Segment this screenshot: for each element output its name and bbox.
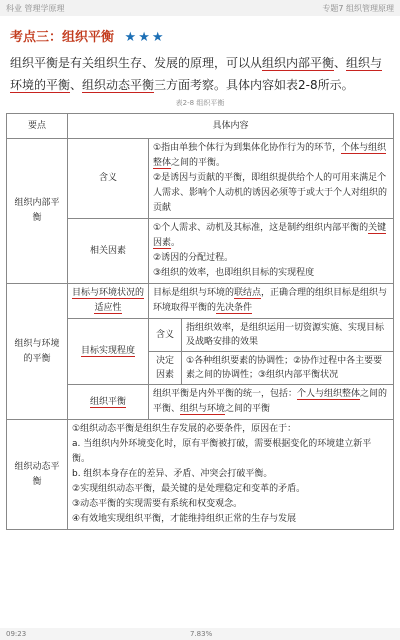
- text: 之间的平衡: [225, 404, 271, 414]
- table-header-row: [7, 114, 394, 139]
- underlined-text: 组织与环境: [180, 404, 226, 414]
- nested-table: [149, 319, 393, 384]
- section1-row1-content: [149, 139, 394, 219]
- section2-row1-label: [68, 284, 149, 319]
- nested-content: ①各种组织要素的协调性；②协作过程中各主要要素之间的协调性；③组织内部平衡状况: [182, 352, 394, 385]
- text: 。: [171, 238, 181, 248]
- section2-label: 组织与环境的平衡: [7, 284, 68, 420]
- status-footer: [0, 628, 400, 640]
- section1-row2-content: [149, 219, 394, 284]
- text: ①指由单独个体行为到集体化协作行为的环节，: [153, 143, 342, 153]
- text: ②实现组织动态平衡，最关键的是处理稳定和变革的矛盾。: [72, 484, 306, 494]
- clock-time: 09:23: [6, 630, 27, 638]
- heading-title: 考点三：组织平衡: [10, 30, 115, 45]
- section-heading: [10, 26, 166, 45]
- reading-progress: 7.83%: [190, 630, 213, 638]
- table-row: [7, 420, 394, 530]
- text: 目标是组织与环境的: [153, 288, 235, 298]
- section2-row2-label: [68, 319, 149, 385]
- intro-underline-2: 组织与环境的平衡: [10, 56, 383, 92]
- intro-paragraph: [10, 52, 390, 96]
- intro-text-3: 、: [70, 78, 83, 92]
- section2-row1-content: [149, 284, 394, 319]
- text: b. 组织本身存在的差异、矛盾、冲突会打破平衡。: [72, 469, 273, 479]
- text: ①组织动态平衡是组织生存发展的必要条件，原因在于：: [72, 424, 297, 434]
- text: a. 当组织内外环境变化时，原有平衡被打破，需要根据变化的环境建立新平衡。: [72, 439, 372, 464]
- text: 之间的平衡、: [153, 389, 388, 414]
- nested-content: 指组织效率，是组织运用一切资源实施、实现目标及战略安排的效果: [182, 319, 394, 352]
- table-caption: 表2-8 组织平衡: [175, 99, 225, 107]
- underlined-text: 目标实现程度: [80, 346, 135, 356]
- section1-label: 组织内部平衡: [7, 139, 68, 284]
- text: ③动态平衡的实现需要有系统和权变观念。: [72, 499, 243, 509]
- header-key-point: 要点: [7, 114, 68, 139]
- top-bar-right: 专题7 组织管理原理: [322, 4, 394, 13]
- underlined-text: 关键因素: [153, 223, 387, 248]
- top-bar-left: 科业 管理学原理: [6, 4, 65, 13]
- section3-label: 组织动态平衡: [7, 420, 68, 530]
- section1-row2-label: 相关因素: [68, 219, 149, 284]
- intro-underline-3: 组织动态平衡: [82, 78, 155, 92]
- section3-content: [68, 420, 394, 530]
- intro-text-2: 、: [334, 56, 347, 70]
- intro-underline-1: 组织内部平衡: [262, 56, 335, 70]
- text: ，正确合理的组织目标是组织与环境取得平衡的: [153, 288, 388, 313]
- table-row: [7, 139, 394, 219]
- text: ②是诱因与贡献的平衡，即组织提供给个人的可用来满足个人需求、影响个人动机的诱因必须等于或大于个人对组织的贡献: [153, 173, 388, 213]
- importance-stars: ★★★: [124, 30, 166, 45]
- nested-label: 决定因素: [149, 352, 182, 385]
- top-bar: [0, 0, 400, 16]
- intro-text-1: 组织平衡是有关组织生存、发展的原理，可以从: [10, 56, 263, 70]
- section2-row2-content: [149, 319, 394, 385]
- text: ③组织的效率，也即组织目标的实现程度: [153, 268, 315, 278]
- text: ②诱因的分配过程。: [153, 253, 234, 263]
- table-row: [7, 284, 394, 319]
- organization-balance-table: [6, 113, 394, 530]
- underlined-text: 个体与组织整体: [153, 143, 387, 168]
- section1-row1-label: 含义: [68, 139, 149, 219]
- text: ④有效地实现组织平衡，才能维持组织正常的生存与发展: [72, 514, 297, 524]
- text: 之间的平衡。: [171, 158, 226, 168]
- intro-text-4: 三方面考察。具体内容如表2-8所示。: [154, 78, 354, 92]
- table-row: [149, 319, 393, 352]
- header-details: 具体内容: [68, 114, 394, 139]
- underlined-text: 先决条件: [216, 303, 253, 313]
- table-row: [149, 352, 393, 385]
- underlined-text: 个人与组织整体: [297, 389, 361, 399]
- section2-row3-content: [149, 385, 394, 420]
- underlined-text: 联结点: [234, 288, 262, 298]
- underlined-text: 目标与环境状况的适应性: [72, 288, 145, 313]
- text: ①个人需求、动机及其标准，这是制约组织内部平衡的: [153, 223, 369, 233]
- nested-label: 含义: [149, 319, 182, 352]
- text: 组织平衡是内外平衡的统一，包括：: [153, 389, 298, 399]
- section2-row3-label: [68, 385, 149, 420]
- underlined-text: 组织平衡: [89, 396, 126, 407]
